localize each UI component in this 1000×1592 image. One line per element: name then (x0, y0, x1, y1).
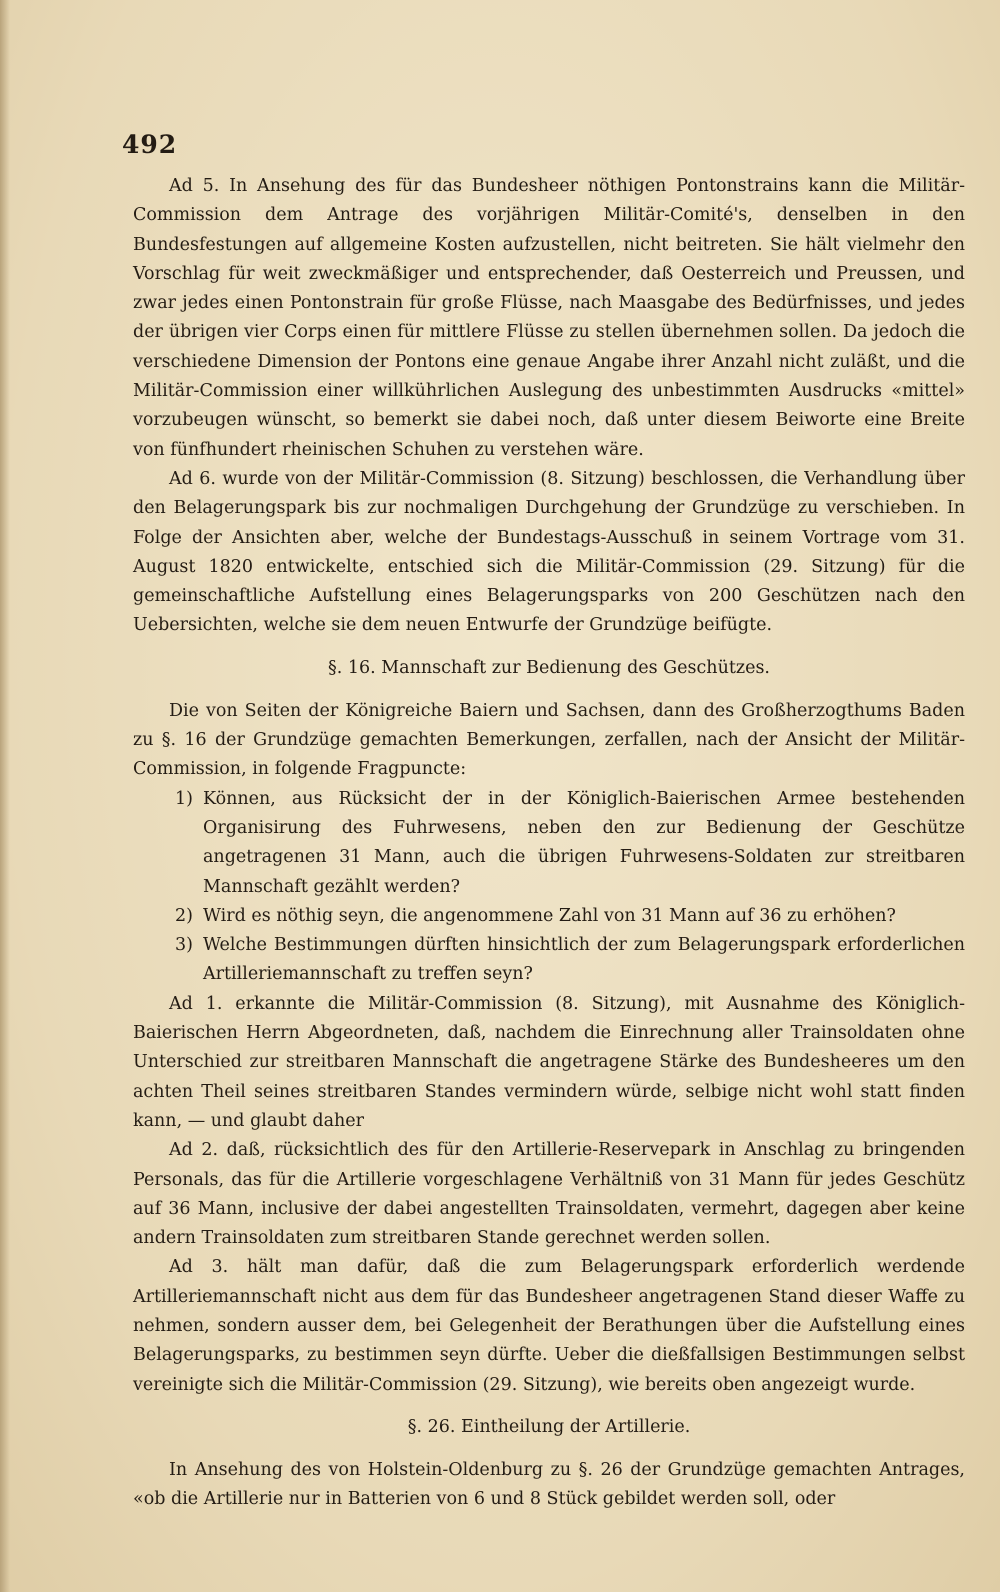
paragraph-intro-26: In Ansehung des von Holstein-Oldenburg zu §. 26 der Grundzüge gemachten Antrages, «ob die Artillerie nur in Batterien von 6 und 8 Stück gebildet werden soll, oder (133, 1459, 965, 1510)
list-item-text: Können, aus Rücksicht der in der Königlich-Baierischen Armee bestehenden Organisirung des Fuhrwesens, neben den zur Bedienung der Geschütze angetragenen 31 Mann, auch die übrigen Fuhrwesens-Soldaten zur streitbaren Mannschaft gezählt werden? (203, 788, 965, 897)
list-item-number: 1) (175, 788, 193, 809)
page-content (133, 172, 965, 1514)
paragraph-ad-6: Ad 6. wurde von der Militär-Commission (8. Sitzung) beschlossen, die Verhandlung über den Belagerungspark bis zur nochmaligen Durchgehung der Grundzüge zu verschieben. In Folge der Ansichten aber, welche der Bundestags-Ausschuß in seinem Vortrage vom 31. August 1820 entwickelte, entschied sich die Militär-Commission (29. Sitzung) für die gemeinschaftliche Aufstellung eines Belagerungsparks von 200 Geschützen nach den Uebersichten, welche sie dem neuen Entwurfe der Grundzüge beifügte. (133, 468, 965, 636)
list-item-number: 3) (175, 935, 193, 956)
list-item-text: Wird es nöthig seyn, die angenommene Zahl von 31 Mann auf 36 zu erhöhen? (203, 905, 896, 926)
section-heading-26: §. 26. Eintheilung der Artillerie. (407, 1416, 691, 1437)
paragraph-intro-16: Die von Seiten der Königreiche Baiern und Sachsen, dann des Großherzogthums Baden zu §. 16 der Grundzüge gemachten Bemerkungen, zerfallen, nach der Ansicht der Militär-Commission, in folgende Fragpuncte: (133, 700, 965, 780)
page-number: 492 (122, 130, 178, 159)
list-item (133, 902, 965, 931)
paragraph-ad-2: Ad 2. daß, rücksichtlich des für den Artillerie-Reservepark in Anschlag zu bringenden Personals, das für die Artillerie vorgeschlagene Verhältniß von 31 Mann für jedes Geschütz auf 36 Mann, inclusive der dabei angestellten Trainsoldaten, vermehrt, dagegen aber keine andern Trainsoldaten zum streitbaren Stande gerechnet werden sollen. (133, 1140, 965, 1249)
list-item-number: 2) (175, 905, 193, 926)
list-item (133, 931, 965, 990)
list-item (133, 785, 965, 902)
section-heading-16: §. 16. Mannschaft zur Bedienung des Geschützes. (327, 657, 770, 678)
paragraph-ad-3: Ad 3. hält man dafür, daß die zum Belagerungspark erforderlich werdende Artilleriemannschaft nicht aus dem für das Bundesheer angetragenen Stand dieser Waffe zu nehmen, sondern ausser dem, bei Gelegenheit der Berathungen über die Aufstellung eines Belagerungsparks, zu bestimmen seyn dürfte. Ueber die dießfallsigen Bestimmungen selbst vereinigte sich die Militär-Commission (29. Sitzung), wie bereits oben angezeigt wurde. (133, 1257, 965, 1395)
paragraph-ad-1: Ad 1. erkannte die Militär-Commission (8. Sitzung), mit Ausnahme des Königlich-Baierischen Herrn Abgeordneten, daß, nachdem die Einrechnung aller Trainsoldaten ohne Unterschied zur streitbaren Mannschaft die angetragene Stärke des Bundesheeres um den achten Theil seines streitbaren Standes vermindern würde, selbige nicht wohl statt finden kann, — und glaubt daher (133, 993, 965, 1131)
page-edge-shadow (0, 0, 10, 1592)
paragraph-ad-5: Ad 5. In Ansehung des für das Bundesheer nöthigen Pontonstrains kann die Militär-Commission dem Antrage des vorjährigen Militär-Comité's, denselben in den Bundesfestungen auf allgemeine Kosten aufzustellen, nicht beitreten. Sie hält vielmehr den Vorschlag für weit zweckmäßiger und entsprechender, daß Oesterreich und Preussen, und zwar jedes einen Pontonstrain für große Flüsse, nach Maasgabe des Bedürfnisses, und jedes der übrigen vier Corps einen für mittlere Flüsse zu stellen übernehmen sollen. Da jedoch die verschiedene Dimension der Pontons eine genaue Angabe ihrer Anzahl nicht zuläßt, und die Militär-Commission einer willkührlichen Auslegung des unbestimmten Ausdrucks «mittel» vorzubeugen wünscht, so bemerkt sie dabei noch, daß unter diesem Beiworte eine Breite von fünfhundert rheinischen Schuhen zu verstehen wäre. (133, 176, 965, 460)
list-item-text: Welche Bestimmungen dürften hinsichtlich der zum Belagerungspark erforderlichen Artilleriemannschaft zu treffen seyn? (203, 935, 965, 985)
